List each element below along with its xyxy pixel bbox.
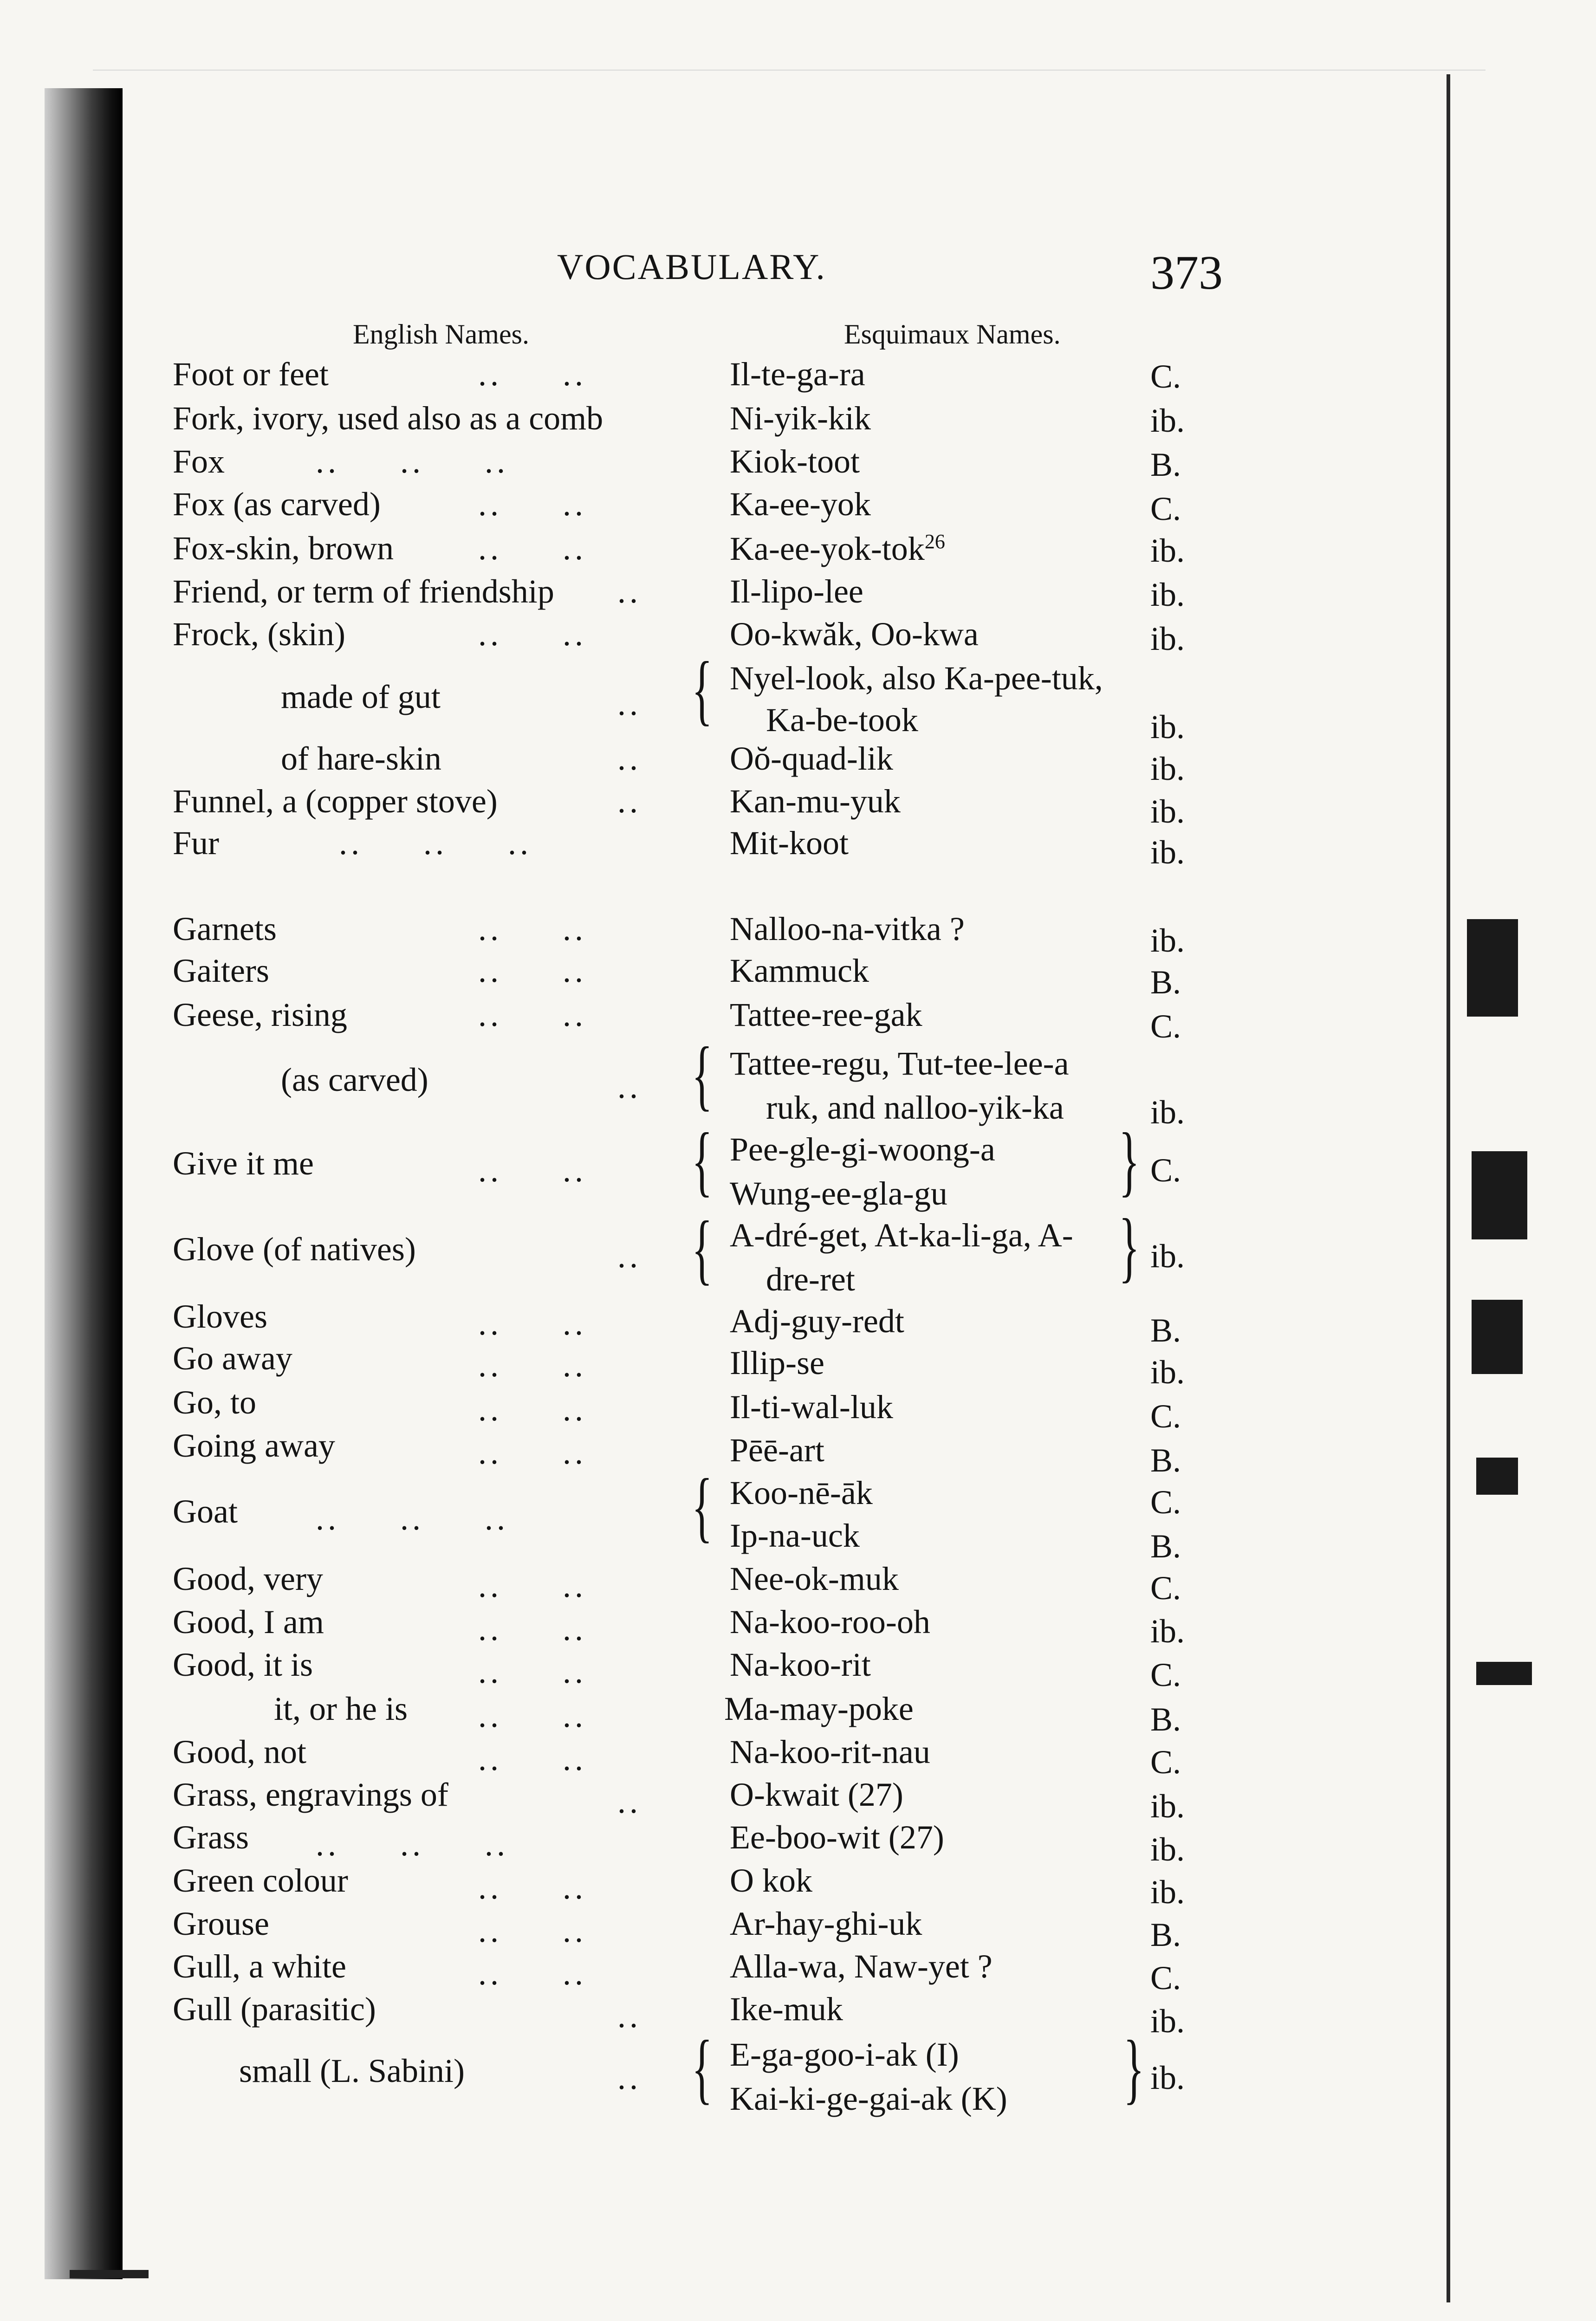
note-ref: (27) xyxy=(847,1776,903,1813)
brace-left: { xyxy=(692,1117,713,1204)
entry-esquimaux: Il-lipo-lee xyxy=(730,573,863,610)
right-page-edge xyxy=(1447,74,1450,2302)
entry-esquimaux: Nalloo-na-vitka ? xyxy=(730,910,965,947)
entry-english: it, or he is xyxy=(274,1690,408,1727)
entry-english: Fox-skin, brown xyxy=(173,530,394,567)
entry-source: ib. xyxy=(1150,576,1185,613)
entry-esquimaux: Alla-wa, Naw-yet ? xyxy=(730,1948,993,1985)
leader-dots: .. xyxy=(617,1238,642,1275)
entry-esquimaux: Adj-guy-redt xyxy=(730,1303,904,1340)
brace-left: { xyxy=(692,646,713,733)
entry-english: Fur xyxy=(173,824,220,862)
running-head: VOCABULARY. xyxy=(557,246,826,287)
entry-source: ib. xyxy=(1150,708,1185,746)
entry-esquimaux: O-kwait (27) xyxy=(730,1776,903,1813)
entry-esquimaux: Mit-koot xyxy=(730,824,849,862)
leader-dots: .. .. xyxy=(478,1305,587,1342)
entry-source: B. xyxy=(1150,1442,1181,1479)
entry-esquimaux-continued: Wung-ee-gla-gu xyxy=(730,1175,947,1212)
entry-esquimaux: Na-koo-roo-oh xyxy=(730,1603,930,1640)
entry-source: ib. xyxy=(1150,620,1185,657)
entry-esquimaux-continued: Ka-be-took xyxy=(766,701,918,739)
leader-dots: .. .. .. xyxy=(316,1826,509,1863)
entry-esquimaux: Nee-ok-muk xyxy=(730,1560,899,1597)
entry-source: C. xyxy=(1150,1656,1181,1693)
entry-english: Green colour xyxy=(173,1862,348,1899)
spine-foot-mark xyxy=(70,2270,149,2278)
entry-esquimaux: Na-koo-rit xyxy=(730,1646,871,1683)
edge-bleed-mark xyxy=(1472,1300,1523,1374)
brace-left: { xyxy=(692,2024,713,2112)
entry-esquimaux: Oŏ-quad-lik xyxy=(730,740,893,777)
entry-english: Fox xyxy=(173,443,225,480)
entry-source: ib. xyxy=(1150,1788,1185,1825)
entry-esquimaux: Ka-ee-yok-tok$^{26}$ xyxy=(730,530,945,567)
leader-dots: .. .. xyxy=(478,1391,587,1428)
entry-esquimaux-continued: dre-ret xyxy=(766,1261,855,1298)
entry-esquimaux: Il-te-ga-ra xyxy=(730,356,865,393)
entry-english: Good, not xyxy=(173,1733,306,1770)
entry-source: ib. xyxy=(1150,402,1185,439)
entry-source: ib. xyxy=(1150,1354,1185,1391)
entry-source: C. xyxy=(1150,1569,1181,1607)
entry-source: B. xyxy=(1150,1916,1181,1953)
entry-source: ib. xyxy=(1150,1238,1185,1275)
leader-dots: .. xyxy=(617,1783,642,1820)
entry-esquimaux: Tattee-ree-gak xyxy=(730,996,922,1033)
leader-dots: .. .. xyxy=(478,1869,587,1906)
brace-left: { xyxy=(692,1463,713,1550)
entry-esquimaux: Kan-mu-yuk xyxy=(730,783,901,820)
entry-esquimaux: Nyel-look, also Ka-pee-tuk, xyxy=(730,660,1103,697)
entry-esquimaux: Illip-se xyxy=(730,1344,824,1381)
leader-dots: .. .. .. xyxy=(316,1500,509,1537)
entry-source: B. xyxy=(1150,1528,1181,1565)
entry-english: (as carved) xyxy=(281,1061,428,1098)
entry-source: C. xyxy=(1150,1959,1181,1997)
entry-english: Goat xyxy=(173,1493,238,1530)
page-top-edge xyxy=(93,70,1486,71)
column-heading-esquimaux: Esquimaux Names. xyxy=(844,319,1061,350)
entry-source: C. xyxy=(1150,490,1181,527)
entry-source: B. xyxy=(1150,964,1181,1001)
edge-bleed-mark xyxy=(1472,1151,1527,1239)
entry-english: Gloves xyxy=(173,1298,267,1335)
entry-english: Friend, or term of friendship xyxy=(173,573,554,610)
entry-source: ib. xyxy=(1150,750,1185,787)
entry-source: C. xyxy=(1150,1744,1181,1781)
leader-dots: .. .. xyxy=(478,1740,587,1777)
entry-esquimaux-continued: Ip-na-uck xyxy=(730,1517,860,1554)
entry-esquimaux: O kok xyxy=(730,1862,812,1899)
entry-english: of hare-skin xyxy=(281,740,441,777)
leader-dots: .. .. xyxy=(478,996,587,1033)
leader-dots: .. xyxy=(617,783,642,820)
entry-esquimaux-continued: ruk, and nalloo-yik-ka xyxy=(766,1089,1064,1126)
entry-english: Frock, (skin) xyxy=(173,616,345,653)
leader-dots: .. .. .. xyxy=(339,824,532,862)
entry-esquimaux: Ike-muk xyxy=(730,1990,843,2028)
entry-esquimaux: Ma-may-poke xyxy=(724,1690,914,1727)
entry-english: Gull, a white xyxy=(173,1948,346,1985)
entry-esquimaux: Ni-yik-kik xyxy=(730,400,871,437)
entry-esquimaux: Ee-boo-wit (27) xyxy=(730,1819,944,1856)
entry-source: ib. xyxy=(1150,1874,1185,1911)
leader-dots: .. xyxy=(617,573,642,610)
entry-english: Geese, rising xyxy=(173,996,347,1033)
entry-source: ib. xyxy=(1150,2003,1185,2040)
entry-source: B. xyxy=(1150,446,1181,483)
entry-english: Go away xyxy=(173,1340,292,1377)
entry-esquimaux: Pēē-art xyxy=(730,1432,824,1469)
leader-dots: .. .. xyxy=(478,1912,587,1949)
leader-dots: .. .. xyxy=(478,1434,587,1471)
entry-english: small (L. Sabini) xyxy=(239,2052,465,2089)
brace-right: } xyxy=(1119,1117,1140,1204)
leader-dots: .. xyxy=(617,1068,642,1105)
entry-english: Gull (parasitic) xyxy=(173,1990,376,2028)
entry-english: Grass, engravings of xyxy=(173,1776,448,1813)
entry-source: C. xyxy=(1150,1152,1181,1189)
edge-bleed-mark xyxy=(1467,919,1518,1017)
entry-english: Gaiters xyxy=(173,952,269,989)
footnote-marker: 26 xyxy=(924,530,945,553)
entry-source: B. xyxy=(1150,1312,1181,1349)
entry-source: ib. xyxy=(1150,1094,1185,1131)
leader-dots: .. xyxy=(617,1997,642,2035)
entry-english: Good, it is xyxy=(173,1646,313,1683)
entry-source: B. xyxy=(1150,1701,1181,1738)
leader-dots: .. .. xyxy=(478,486,587,523)
brace-right: } xyxy=(1119,1203,1140,1290)
entry-esquimaux: Ka-ee-yok xyxy=(730,486,871,523)
page-number: 373 xyxy=(1150,246,1223,299)
leader-dots: .. .. xyxy=(478,1567,587,1604)
leader-dots: .. .. xyxy=(478,1152,587,1189)
brace-left: { xyxy=(692,1031,713,1118)
entry-english: Fork, ivory, used also as a comb xyxy=(173,400,603,437)
entry-english: Good, I am xyxy=(173,1603,324,1640)
edge-bleed-mark xyxy=(1476,1458,1518,1495)
entry-esquimaux: Pee-gle-gi-woong-a xyxy=(730,1131,995,1168)
entry-esquimaux: Oo-kwăk, Oo-kwa xyxy=(730,616,979,653)
entry-english: Funnel, a (copper stove) xyxy=(173,783,498,820)
entry-esquimaux-continued: Kai-ki-ge-gai-ak (K) xyxy=(730,2080,1007,2117)
entry-source: ib. xyxy=(1150,793,1185,830)
entry-source: ib. xyxy=(1150,1831,1185,1868)
entry-source: ib. xyxy=(1150,834,1185,871)
leader-dots: .. .. xyxy=(478,356,587,393)
entry-source: C. xyxy=(1150,1008,1181,1045)
entry-english: Garnets xyxy=(173,910,277,947)
entry-esquimaux: Kiok-toot xyxy=(730,443,860,480)
entry-english: Give it me xyxy=(173,1145,314,1182)
entry-source: ib. xyxy=(1150,532,1185,569)
entry-esquimaux: E-ga-goo-i-ak (I) xyxy=(730,2036,959,2073)
entry-esquimaux: A-dré-get, At-ka-li-ga, A- xyxy=(730,1217,1073,1254)
entry-english: Foot or feet xyxy=(173,356,329,393)
leader-dots: .. xyxy=(617,740,642,777)
entry-english: Fox (as carved) xyxy=(173,486,381,523)
entry-english: Glove (of natives) xyxy=(173,1231,416,1268)
entry-english: Go, to xyxy=(173,1384,256,1421)
leader-dots: .. .. xyxy=(478,616,587,653)
entry-source: ib. xyxy=(1150,922,1185,959)
entry-source: ib. xyxy=(1150,2059,1185,2096)
brace-right: } xyxy=(1123,2024,1144,2112)
entry-source: C. xyxy=(1150,358,1181,395)
leader-dots: .. .. xyxy=(478,910,587,947)
leader-dots: .. .. xyxy=(478,1955,587,1992)
entry-english: made of gut xyxy=(281,678,441,715)
entry-esquimaux: Il-ti-wal-luk xyxy=(730,1388,893,1426)
entry-esquimaux: Na-koo-rit-nau xyxy=(730,1733,930,1770)
entry-english: Grass xyxy=(173,1819,249,1856)
note-ref: (27) xyxy=(888,1819,944,1856)
entry-esquimaux: Ar-hay-ghi-uk xyxy=(730,1905,922,1942)
leader-dots: .. xyxy=(617,685,642,722)
leader-dots: .. .. xyxy=(478,1347,587,1384)
leader-dots: .. xyxy=(617,2059,642,2096)
entry-esquimaux: Koo-nē-āk xyxy=(730,1474,873,1511)
entry-source: ib. xyxy=(1150,1613,1185,1650)
book-spine-shadow xyxy=(45,88,123,2279)
leader-dots: .. .. xyxy=(478,1697,587,1734)
leader-dots: .. .. xyxy=(478,530,587,567)
entry-esquimaux: Tattee-regu, Tut-tee-lee-a xyxy=(730,1045,1069,1082)
entry-source: C. xyxy=(1150,1484,1181,1521)
brace-left: { xyxy=(692,1205,713,1292)
entry-source: C. xyxy=(1150,1398,1181,1435)
leader-dots: .. .. xyxy=(478,1653,587,1690)
edge-bleed-mark xyxy=(1476,1662,1532,1685)
leader-dots: .. .. .. xyxy=(316,443,509,480)
entry-english: Going away xyxy=(173,1427,335,1464)
entry-esquimaux: Kammuck xyxy=(730,952,869,989)
leader-dots: .. .. xyxy=(478,1610,587,1647)
leader-dots: .. .. xyxy=(478,952,587,989)
entry-english: Good, very xyxy=(173,1560,323,1597)
entry-english: Grouse xyxy=(173,1905,269,1942)
column-heading-english: English Names. xyxy=(353,319,529,350)
